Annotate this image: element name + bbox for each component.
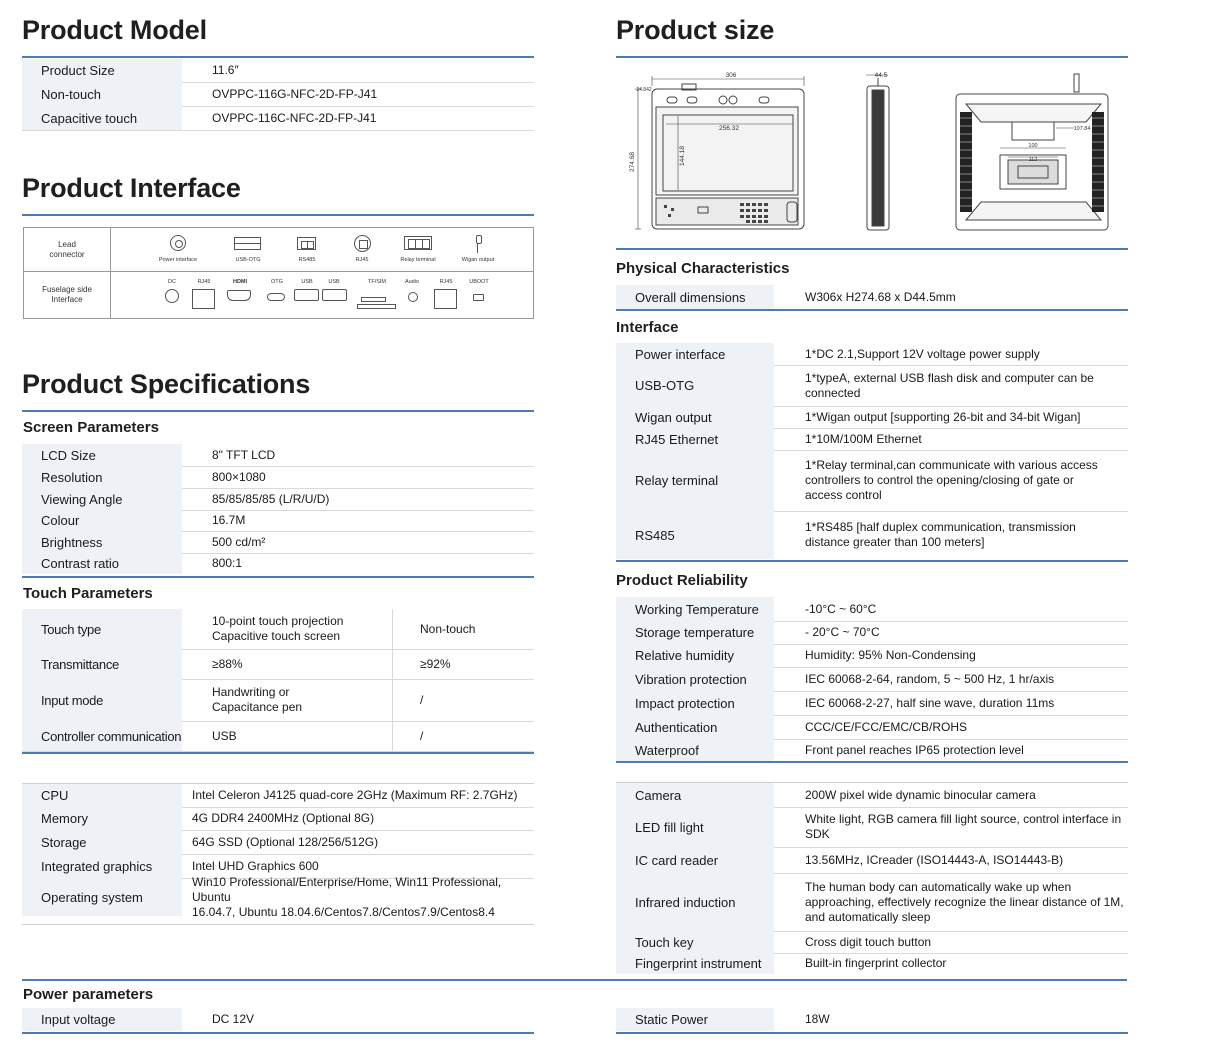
spec-row <box>616 597 1128 622</box>
spec-value: Built-in fingerprint collector <box>805 956 947 970</box>
usb-otg-port-icon <box>234 237 261 250</box>
dim-width: 306 <box>725 72 737 79</box>
spec-label: Memory <box>22 807 182 830</box>
spec-row <box>616 406 1128 429</box>
spec-label: LED fill light <box>616 807 774 847</box>
product-interface-title: Product Interface <box>22 173 241 203</box>
spec-value: 1*Wigan output [supporting 26-bit and 34-bit Wigan] <box>805 409 1081 424</box>
fuselage-side-label: Fuselage side Interface <box>42 285 92 304</box>
port-caption: HDMI <box>232 279 248 285</box>
spec-row <box>616 428 1128 451</box>
spec-value: 800:1 <box>212 556 243 570</box>
spec-label: Vibration protection <box>616 667 774 691</box>
spec-value: 1*RS485 [half duplex communication, transmission distance greater than 100 meters] <box>805 520 1076 549</box>
port-caption: USB-OTG <box>235 257 261 263</box>
spec-label: RS485 <box>616 511 774 559</box>
spec-value: 1*DC 2.1,Support 12V voltage power supply <box>805 346 1040 361</box>
usb-port-icon <box>322 289 347 301</box>
relay-terminal-port-icon <box>404 236 432 250</box>
spec-label: Camera <box>616 783 774 807</box>
spec-label: Relay terminal <box>616 450 774 511</box>
divider <box>22 924 534 925</box>
back-view-drawing <box>956 74 1108 230</box>
product-model-title: Product Model <box>22 15 207 45</box>
spec-row <box>616 953 1128 974</box>
spec-label: LCD Size <box>22 444 182 466</box>
spec-value: 18W <box>805 1012 830 1026</box>
spec-value: DC 12V <box>212 1012 255 1026</box>
spec-label: Transmittance <box>22 649 182 679</box>
spec-row <box>616 873 1128 932</box>
screen-parameters-title: Screen Parameters <box>23 419 159 436</box>
spec-value: CCC/CE/FCC/EMC/CB/ROHS <box>805 719 968 734</box>
spec-label: RJ45 Ethernet <box>616 428 774 450</box>
spec-label: Wigan output <box>616 406 774 428</box>
side-view-drawing <box>867 78 889 230</box>
product-reliability-title: Product Reliability <box>616 572 748 589</box>
spec-value: 1*typeA, external USB flash disk and computer can be connected <box>805 370 1094 400</box>
port-caption: RJ45 <box>197 279 211 285</box>
usb-port-icon <box>294 289 319 301</box>
back-vent-right <box>1092 112 1104 212</box>
spec-value: IEC 60068-2-64, random, 5 ~ 500 Hz, 1 hr/axis <box>805 671 1055 686</box>
port-caption: DC <box>168 279 176 285</box>
spec-value-alt: / <box>392 679 534 721</box>
spec-value: Front panel reaches IP65 protection level <box>805 743 1024 757</box>
port-caption: OTG <box>271 279 283 285</box>
touch-parameters-title: Touch Parameters <box>23 585 153 602</box>
spec-label: Operating system <box>22 878 182 916</box>
audio-port-icon <box>408 292 418 302</box>
spec-row <box>616 1008 1128 1031</box>
rj45-side-port-icon <box>192 289 215 309</box>
spec-value: 8" TFT LCD <box>212 447 276 462</box>
spec-value: IEC 60068-2-27, half sine wave, duration 11ms <box>805 695 1055 710</box>
otg-port-icon <box>267 293 285 301</box>
spec-row <box>616 783 1128 808</box>
spec-label: Input mode <box>22 679 182 721</box>
spec-value: 800×1080 <box>212 469 266 484</box>
spec-value: 64G SSD (Optional 128/256/512G) <box>192 834 379 849</box>
port-caption: Wigan output <box>461 257 495 263</box>
spec-label: Waterproof <box>616 739 774 762</box>
port-caption: USB <box>328 279 340 285</box>
spec-label: Non-touch <box>22 82 182 106</box>
spec-row <box>22 609 534 650</box>
spec-value: OVPPC-116G-NFC-2D-FP-J41 <box>212 86 378 101</box>
divider <box>616 761 1128 763</box>
spec-row <box>616 450 1128 512</box>
divider <box>616 248 1128 250</box>
spec-label: Working Temperature <box>616 597 774 621</box>
spec-value: 11.6″ <box>212 63 239 77</box>
spec-row <box>22 488 534 511</box>
spec-row <box>22 106 534 131</box>
spec-value: 85/85/85/85 (L/R/U/D) <box>212 491 330 506</box>
spec-row <box>22 1008 534 1031</box>
spec-row <box>616 343 1128 366</box>
spec-row <box>616 511 1128 559</box>
spec-label: Authentication <box>616 715 774 739</box>
divider <box>22 56 534 58</box>
spec-value: 16.7M <box>212 513 246 527</box>
spec-value: W306x H274.68 x D44.5mm <box>805 289 956 304</box>
power-interface-port-icon <box>170 235 186 251</box>
hdmi-port-icon <box>227 290 251 301</box>
spec-label: Power interface <box>616 343 774 365</box>
spec-row <box>22 553 534 574</box>
product-dimension-drawing <box>616 64 1128 244</box>
dim-depth: 44.5 <box>874 72 888 79</box>
spec-row <box>616 807 1128 848</box>
spec-value: Humidity: 95% Non-Condensing <box>805 648 976 662</box>
divider <box>616 1032 1128 1034</box>
spec-row <box>22 784 534 808</box>
spec-row <box>22 679 534 722</box>
divider <box>22 979 1127 981</box>
tf-sim-slot-icon <box>357 304 396 309</box>
spec-value: 10-point touch projection Capacitive touch screen <box>212 614 344 643</box>
dim-active-width: 256.32 <box>719 125 739 132</box>
divider <box>22 410 534 412</box>
spec-row <box>22 466 534 489</box>
spec-row <box>22 721 534 752</box>
spec-label: Contrast ratio <box>22 553 182 574</box>
dim-top-offset: 24.842 <box>636 87 652 93</box>
spec-row <box>22 807 534 831</box>
interface-title: Interface <box>616 319 679 336</box>
divider <box>22 1032 534 1034</box>
spec-label: Product Size <box>22 59 182 82</box>
spec-row <box>616 667 1128 692</box>
spec-value: Handwriting or Capacitance pen <box>212 685 303 714</box>
back-vent-left <box>960 112 972 212</box>
wigan-output-port-icon <box>475 235 481 253</box>
power-parameters-title: Power parameters <box>23 986 154 1003</box>
spec-label: Relative humidity <box>616 644 774 667</box>
spec-row <box>616 847 1128 874</box>
spec-row <box>22 874 534 919</box>
spec-row <box>616 644 1128 668</box>
spec-value: Cross digit touch button <box>805 934 932 949</box>
spec-value-alt: / <box>392 721 534 751</box>
lead-connector-label: Lead connector <box>49 240 85 259</box>
spec-label: Static Power <box>616 1008 774 1031</box>
dim-vesa-inner: 112 <box>1028 157 1038 163</box>
spec-row <box>616 739 1128 762</box>
spec-label: Touch key <box>616 931 774 953</box>
spec-value: 200W pixel wide dynamic binocular camera <box>805 787 1036 802</box>
spec-label: Touch type <box>22 609 182 649</box>
spec-row <box>22 649 534 680</box>
spec-label: Overall dimensions <box>616 285 774 309</box>
port-caption: RJ45 <box>439 279 453 285</box>
spec-value: 1*Relay terminal,can communicate with various access controllers to control the opening/closing of gate or access control <box>805 458 1098 502</box>
spec-row <box>616 691 1128 716</box>
spec-label: Input voltage <box>22 1008 182 1031</box>
port-caption: USB <box>301 279 313 285</box>
spec-row <box>616 931 1128 954</box>
spec-row <box>22 830 534 855</box>
spec-label: Fingerprint instrument <box>616 953 774 974</box>
spec-label: Capacitive touch <box>22 106 182 130</box>
spec-label: Viewing Angle <box>22 488 182 510</box>
product-specifications-title: Product Specifications <box>22 369 311 399</box>
rs485-port-icon <box>297 237 316 250</box>
divider <box>616 56 1128 58</box>
spec-value: Win10 Professional/Enterprise/Home, Win11 Professional, Ubuntu 16.04.7, Ubuntu 18.04.6/Centos7.8/Centos7.9/Centos8.4 <box>192 874 502 919</box>
spec-row <box>616 715 1128 740</box>
spec-value: 1*10M/100M Ethernet <box>805 431 922 446</box>
divider <box>616 560 1128 562</box>
spec-row <box>616 365 1128 407</box>
spec-label: Infrared induction <box>616 873 774 931</box>
spec-value: Intel Celeron J4125 quad-core 2GHz (Maximum RF: 2.7GHz) <box>192 788 518 802</box>
spec-value-alt: Non-touch <box>392 609 534 649</box>
port-caption: Power interface <box>158 257 198 263</box>
divider <box>22 214 534 216</box>
spec-value: Intel UHD Graphics 600 <box>192 858 319 873</box>
spec-value: - 20°C ~ 70°C <box>805 625 880 639</box>
spec-value: -10°C ~ 60°C <box>805 601 877 616</box>
divider <box>22 752 534 754</box>
spec-row <box>22 59 534 83</box>
spec-label: IC card reader <box>616 847 774 873</box>
port-caption: TF/SIM <box>367 279 387 285</box>
spec-value: White light, RGB camera fill light source, control interface in SDK <box>805 812 1122 841</box>
rj45-port-icon <box>354 235 371 252</box>
physical-characteristics-title: Physical Characteristics <box>616 260 790 277</box>
spec-value: USB <box>212 728 237 743</box>
spec-label: CPU <box>22 784 182 807</box>
port-caption: RJ45 <box>355 257 369 263</box>
dim-back-height: 107.84 <box>1073 126 1091 132</box>
port-caption: RS485 <box>298 257 316 263</box>
spec-value-alt: ≥92% <box>392 649 534 679</box>
spec-value: 4G DDR4 2400MHz (Optional 8G) <box>192 811 375 825</box>
spec-row <box>22 531 534 554</box>
spec-row <box>616 285 1128 309</box>
spec-label: Storage <box>22 830 182 854</box>
divider <box>616 309 1128 311</box>
port-caption: UBOOT <box>469 279 489 285</box>
port-caption: Relay terminal <box>400 257 436 263</box>
spec-label: Brightness <box>22 531 182 553</box>
tf-sim-slot-icon <box>361 297 386 302</box>
dim-vesa-outer: 100 <box>1028 143 1038 149</box>
spec-value: 500 cd/m² <box>212 534 266 549</box>
spec-row <box>22 510 534 532</box>
spec-value: ≥88% <box>212 656 243 671</box>
spec-label: Colour <box>22 510 182 531</box>
spec-value: 13.56MHz, ICreader (ISO14443-A, ISO14443-B) <box>805 852 1064 867</box>
spec-label: Integrated graphics <box>22 854 182 878</box>
spec-value: OVPPC-116C-NFC-2D-FP-J41 <box>212 110 377 125</box>
spec-row <box>22 82 534 107</box>
product-size-title: Product size <box>616 15 775 45</box>
spec-label: Resolution <box>22 466 182 488</box>
uboot-port-icon <box>473 294 484 301</box>
spec-row <box>22 444 534 467</box>
dim-height: 274.68 <box>629 152 636 172</box>
spec-label: Storage temperature <box>616 621 774 644</box>
dim-active-height: 144.18 <box>679 146 686 166</box>
divider <box>22 576 534 578</box>
port-caption: Audio <box>404 279 420 285</box>
spec-value: The human body can automatically wake up when approaching, effectively recognize the linear distance of 1M, and automatically sleep <box>805 879 1124 924</box>
interface-diagram <box>23 227 534 319</box>
spec-row <box>616 621 1128 645</box>
spec-label: Controller communication <box>22 721 182 751</box>
front-view-drawing <box>652 84 804 229</box>
rj45-side-port-icon <box>434 289 457 309</box>
spec-label: USB-OTG <box>616 365 774 406</box>
dc-port-icon <box>165 289 179 303</box>
spec-label: Impact protection <box>616 691 774 715</box>
